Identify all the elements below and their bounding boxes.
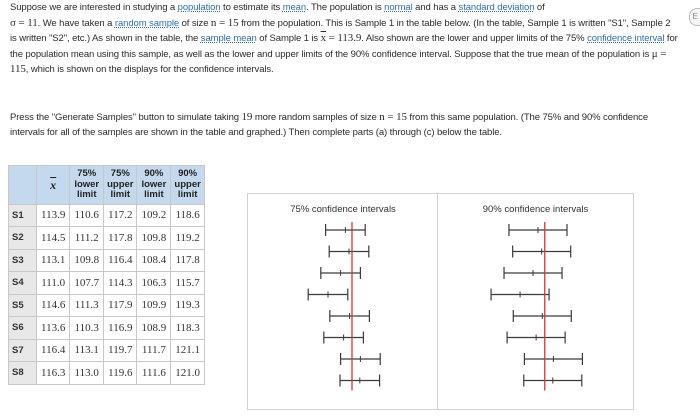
side-panel-tab[interactable]: E — [689, 8, 700, 26]
cell-l90: 108.4 — [137, 249, 171, 272]
cell-l90: 111.7 — [137, 339, 171, 362]
cell-u75: 117.9 — [104, 294, 137, 317]
cell-mean: 113.9 — [37, 204, 70, 227]
link-mean[interactable]: mean — [282, 2, 307, 13]
plot-75-svg — [248, 194, 438, 409]
cell-l90: 106.3 — [137, 272, 171, 295]
cell-mean: 116.3 — [37, 362, 70, 385]
table-header-row — [9, 166, 205, 205]
header-sample-mean: $\overline{x}$ — [37, 166, 70, 205]
cell-u90: 117.8 — [171, 249, 205, 272]
instructions-text: more random samples of size — [252, 112, 380, 123]
plot-90-svg — [438, 194, 633, 409]
cell-l75: 113.1 — [70, 339, 104, 362]
header-90-lower: 90% lower limit — [137, 166, 171, 205]
cell-l75: 107.7 — [70, 272, 104, 295]
cell-l90: 108.9 — [137, 317, 171, 340]
cell-u75: 116.9 — [104, 317, 137, 340]
cell-u75: 117.2 — [104, 204, 137, 227]
table-row — [9, 339, 205, 362]
plot-90-title: 90% confidence intervals — [482, 204, 589, 215]
cell-u75: 119.7 — [104, 339, 137, 362]
sample-mean-value: = 113.9 — [326, 32, 362, 45]
row-label: S4 — [9, 272, 37, 295]
cell-l75: 111.3 — [70, 294, 104, 317]
cell-mean: 114.6 — [37, 294, 70, 317]
sample-size-value: n = 15 — [210, 16, 239, 29]
cell-l90: 109.2 — [137, 204, 171, 227]
cell-l90: 109.9 — [137, 294, 171, 317]
true-mean-value: μ = 115 — [10, 47, 667, 76]
intro-text: . The population is — [306, 2, 385, 13]
cell-l75: 111.2 — [70, 227, 104, 250]
row-label: S3 — [9, 249, 37, 272]
header-75-upper: 75% upper limit — [104, 166, 137, 205]
table-row — [9, 362, 205, 385]
cell-u75: 116.4 — [104, 249, 137, 272]
plot-75-title: 75% confidence intervals — [290, 204, 396, 215]
cell-u90: 118.3 — [171, 317, 205, 340]
xbar-symbol: $\overline{x}$ — [320, 32, 327, 45]
sample-size-value: n = 15 — [379, 111, 407, 123]
cell-u90: 121.0 — [171, 362, 205, 385]
row-label: S6 — [9, 317, 37, 340]
problem-intro — [10, 1, 678, 78]
cell-u90: 118.6 — [171, 204, 205, 227]
cell-mean: 113.6 — [37, 317, 70, 340]
plot-75-confidence-intervals — [247, 193, 439, 410]
cell-u90: 121.1 — [171, 339, 205, 362]
cell-mean: 114.5 — [37, 227, 70, 250]
row-label: S2 — [9, 227, 37, 250]
intro-text: from the population. This is Sample 1 in the table below. (In the table, Sample 1 is written "S1", Sample 2 is written "S2", etc.) As shown in the table, the — [10, 17, 671, 45]
header-75-lower: 75% lower limit — [70, 166, 104, 205]
table-row — [9, 249, 205, 272]
link-confidence-interval[interactable]: confidence interval — [587, 33, 665, 45]
problem-instructions — [10, 110, 678, 140]
link-standard-deviation[interactable]: standard deviation — [458, 2, 535, 13]
intro-text: of size — [179, 17, 211, 29]
intro-text: . Also shown are the lower and upper limits of the 75% — [361, 33, 588, 45]
instructions-text: from this same population. (The 75% and 90% confidence intervals for all of the samples are shown in the table and graphed.) Then complete parts (a) through (c) below the table. — [10, 112, 649, 138]
row-label: S7 — [9, 339, 37, 362]
cell-l75: 110.6 — [70, 204, 104, 227]
row-label: S8 — [9, 362, 37, 385]
table-row — [9, 294, 205, 317]
cell-mean: 111.0 — [37, 272, 70, 295]
intro-text: to estimate its — [220, 2, 283, 13]
samples-table — [8, 165, 205, 385]
cell-l90: 111.6 — [137, 362, 171, 385]
link-sample-mean[interactable]: sample mean — [200, 33, 257, 45]
cell-mean: 113.1 — [37, 249, 70, 272]
table-row — [9, 272, 205, 295]
row-label: S1 — [9, 204, 37, 227]
cell-u75: 117.8 — [104, 227, 137, 250]
cell-l75: 109.8 — [70, 249, 104, 272]
table-row — [9, 204, 205, 227]
intro-text: Suppose we are interested in studying a — [10, 2, 178, 13]
intro-text: . We have taken a — [37, 17, 115, 29]
sample-count: 19 — [241, 111, 253, 123]
table-row — [9, 227, 205, 250]
cell-u90: 119.2 — [171, 227, 205, 250]
instructions-text: Press the "Generate Samples" button to simulate taking — [10, 112, 242, 123]
link-random-sample[interactable]: random sample — [114, 17, 180, 29]
cell-u90: 119.3 — [171, 294, 205, 317]
cell-u90: 115.7 — [171, 272, 205, 295]
cell-u75: 114.3 — [104, 272, 137, 295]
link-normal[interactable]: normal — [384, 2, 413, 13]
table-corner — [9, 166, 37, 205]
cell-mean: 116.4 — [37, 339, 70, 362]
table-row — [9, 317, 205, 340]
intro-text: of — [534, 2, 545, 13]
cell-l75: 113.0 — [70, 362, 104, 385]
cell-l75: 110.3 — [70, 317, 104, 340]
cell-l90: 109.8 — [137, 227, 171, 250]
link-population[interactable]: population — [177, 2, 221, 13]
intro-text: for the population mean using this sample, as well as the lower and upper limits of the 90% confidence interval. Suppose that the true mean of the population is — [10, 33, 678, 60]
plot-90-confidence-intervals — [437, 193, 634, 410]
row-label: S5 — [9, 294, 37, 317]
intro-text: and has a — [412, 2, 459, 13]
intro-text: , which is shown on the displays for the confidence intervals. — [25, 64, 274, 76]
header-90-upper: 90% upper limit — [171, 166, 205, 205]
sigma-value: σ = 11 — [10, 16, 38, 29]
cell-u75: 119.6 — [104, 362, 137, 385]
intro-text: of Sample 1 is — [256, 33, 321, 45]
